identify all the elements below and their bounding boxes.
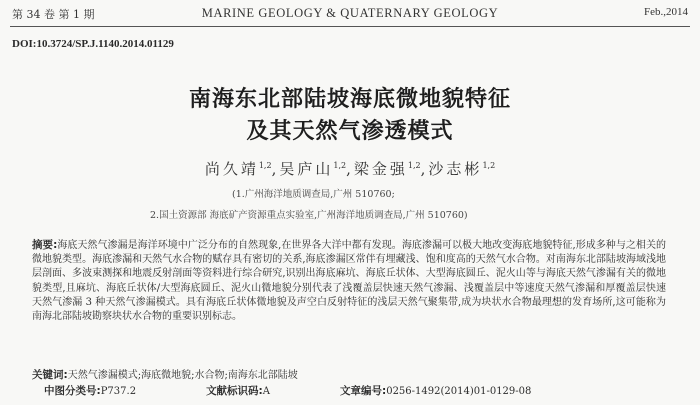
- paper-title-line1: 南海东北部陆坡海底微地貌特征: [188, 87, 511, 112]
- clc-label: 中图分类号:: [44, 385, 101, 397]
- abstract: [32, 238, 666, 324]
- article-number-label: 文章编号:: [340, 385, 387, 397]
- abstract-text: 海底天然气渗漏是海洋环境中广泛分布的自然现象,在世界各大洋中都有发现。海底渗漏可以极大地改变海底地貌特征,形成多种与之相关的微地貌类型。海底渗漏和天然气水合物的赋存具有密切的关系,海底渗漏区常伴有埋藏浅、饱和度高的天然气水合物。对南海东北部陆坡海域浅地层剖面、多波束测探和地震反射剖面等资料进行综合研究,识别出海底麻坑、海底丘状体、大型海底圆丘、泥火山等与海底天然气渗漏有关的微地貌类型,且麻坑、海底丘状体/大型海底圆丘、泥火山微地貌分别代表了浅覆盖层快速天然气渗漏、浅覆盖层中等速度天然气渗漏和厚覆盖层快速天然气渗漏 3 种天然气渗漏模式。具有海底丘状体微地貌及声空白反射特征的浅层天然气聚集带,成为块状水合物最理想的发育场所,这可能称为南海北部陆坡勘察块状水合物的重要识别标志。: [32, 240, 666, 323]
- author-name: 尚久靖: [204, 160, 259, 178]
- affiliation-2: 2.国土资源部 海底矿产资源重点实验室,广州海洋地质调查局,广州 510760): [150, 210, 468, 221]
- header-rule: [10, 26, 690, 27]
- author-affiliation-mark: 1,2: [333, 161, 347, 170]
- author-affiliation-mark: 1,2: [407, 161, 421, 170]
- keywords-label: 关键词:: [32, 369, 68, 381]
- classification-line: [44, 383, 535, 398]
- author-affiliation-mark: 1,2: [482, 161, 496, 170]
- journal-date: Feb.,2014: [644, 6, 688, 18]
- article-number-value: 0256-1492(2014)01-0129-08: [386, 386, 532, 397]
- keywords-text: 天然气渗漏模式;海底微地貌;水合物;南海东北部陆坡: [67, 370, 298, 381]
- journal-volume: 第 34 卷 第 1 期: [12, 8, 95, 21]
- paper-title-line2: 及其天然气渗透模式: [246, 119, 454, 144]
- abstract-label: 摘要:: [32, 239, 58, 251]
- doc-code-label: 文献标识码:: [206, 385, 263, 397]
- journal-name: MARINE GEOLOGY & QUATERNARY GEOLOGY: [201, 6, 499, 20]
- doc-code-value: A: [262, 386, 270, 397]
- affiliation-1: (1.广州海洋地质调查局,广州 510760;: [232, 189, 395, 200]
- keywords: [32, 366, 298, 382]
- author-list: 尚久靖$^{1,2}$,吴庐山$^{1,2}$,梁金强$^{1,2}$,沙志彬$^{1,2}$: [204, 160, 496, 178]
- clc-value: P737.2: [100, 386, 137, 397]
- author-name: 吴庐山: [279, 160, 334, 178]
- author-name: 沙志彬: [428, 160, 483, 178]
- doi[interactable]: DOI:10.3724/SP.J.1140.2014.01129: [12, 38, 174, 50]
- author-name: 梁金强: [353, 160, 408, 178]
- author-affiliation-mark: 1,2: [258, 161, 272, 170]
